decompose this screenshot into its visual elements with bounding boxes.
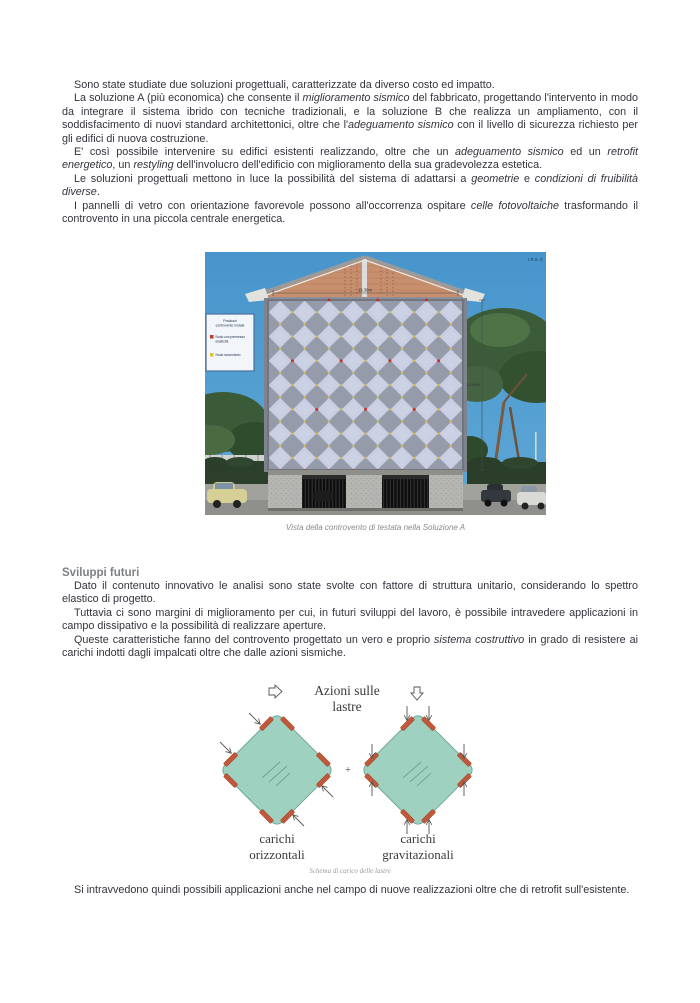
intro-text	[62, 79, 638, 226]
dimension-height-label: 13.60m	[466, 382, 480, 387]
ground-floor	[268, 470, 463, 511]
paragraph: Si intravvedono quindi possibili applicazioni anche nel campo di nuove realizzazioni oltre che di retrofit sull'esistente.	[74, 884, 630, 896]
paragraph: I pannelli di vetro con orientazione favorevole possono all'occorrenza ospitare celle fotovoltaiche trasformando il controvento in una piccola centrale energetica.	[62, 199, 638, 226]
legend-title: Posizioni	[223, 319, 237, 323]
section-heading: Sviluppi futuri	[62, 567, 140, 579]
figure2-caption: Schema di carico delle lastre	[309, 867, 391, 875]
svg-text:Nodo con permesso: Nodo con permesso	[215, 335, 246, 340]
svg-text:elasticità: elasticità	[215, 339, 229, 344]
legend-yellow-marker	[210, 353, 214, 357]
svg-text:controvento nodale: controvento nodale	[215, 323, 245, 328]
dimension-width-label: 15.30m	[358, 287, 372, 293]
paragraph: La soluzione A (più economica) che consente il miglioramento sismico del fabbricato, progettando l'intervento in modo da integrare il sistema ibrido con tecniche tradizionali, e la soluzione B che realizza un ampliamento, con il soddisfacimento di nuovi standard architettonici, oltre che l'adeguamento sismico con il livello di sicurezza richiesto per gli edifici di nuova costruzione.	[62, 92, 639, 145]
plus-sign: +	[344, 764, 352, 776]
building-photo	[205, 252, 546, 515]
facade-grid	[264, 297, 467, 473]
plate-horizontal-loads	[217, 710, 337, 830]
svg-text:orizzontali: orizzontali	[249, 847, 305, 862]
paragraph: Le soluzioni progettuali mettono in luce la possibilità del sistema di adattarsi a geometrie e condizioni di fruibilità diverse.	[62, 172, 639, 199]
hollow-right-arrow-icon	[269, 685, 282, 698]
load-scheme-diagram	[200, 682, 500, 882]
legend-box	[206, 314, 254, 371]
hollow-down-arrow-icon	[411, 687, 423, 700]
paragraph: Sono state studiate due soluzioni progettuali, caratterizzate da diverso costo ed impatto.	[74, 79, 495, 91]
paragraph: Tuttavia ci sono margini di miglioramento per cui, in futuri sviluppi del lavoro, è possibile intravedere applicazioni in campo dissipativo e la possibilità di realizzare aperture.	[62, 606, 638, 633]
closing-text	[62, 884, 638, 897]
paragraph: Queste caratteristiche fanno del controvento progettato un vero e proprio sistema costruttivo in grado di resistere ai carichi indotti dagli impalcati oltre che dalle azioni sismiche.	[62, 633, 638, 660]
paragraph: E' così possibile intervenire su edifici esistenti realizzando, oltre che un adeguamento sismico ed un retrofit energetico, un restyling dell'involucro dell'edificio con miglioramento della sua gradevolezza estetica.	[62, 146, 638, 172]
plate-gravity-loads	[358, 706, 478, 834]
diagram-title: Azioni sulle	[314, 683, 380, 698]
paragraph: Dato il contenuto innovativo le analisi sono state svolte con fattore di struttura unitario, considerando lo spettro elastico di progetto.	[62, 580, 638, 606]
svg-text:gravitazionali: gravitazionali	[382, 847, 454, 862]
load-scheme-figure	[200, 682, 500, 887]
label-gravity-loads: carichi	[400, 831, 436, 846]
future-text	[62, 580, 638, 660]
building	[245, 257, 485, 511]
watermark: I.R.S. ©	[528, 257, 543, 262]
figure1-caption: Vista della controvento di testata nella Soluzione A	[285, 523, 466, 532]
label-horizontal-loads: carichi	[259, 831, 295, 846]
building-figure	[205, 252, 546, 532]
legend-red-marker	[210, 335, 214, 339]
svg-text:Nodo secondario: Nodo secondario	[215, 353, 241, 358]
svg-text:lastre: lastre	[332, 699, 362, 714]
